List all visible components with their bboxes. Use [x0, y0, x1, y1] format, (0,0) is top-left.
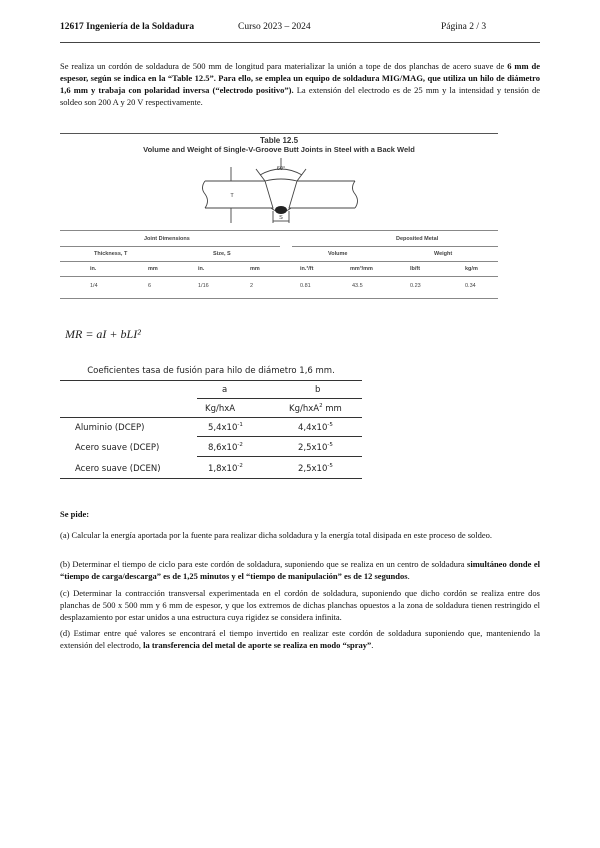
intro-text-2: 6 mm de espesor, según se indica en la “Table 12.5”. Para ello, se emplea un equipo de soldadura MIG/MAG, que utiliza un hilo de diámetro 1,6 mm y trabaja con polaridad inversa (“electrodo positivo”).: [60, 61, 540, 95]
coef-row-label: Acero suave (DCEP): [75, 443, 160, 453]
coef-rule-1: [60, 380, 362, 381]
coef-rule-bottom: [60, 478, 362, 479]
tasks-title: Se pide:: [60, 509, 90, 519]
coef-unit-a: Kg/hxA: [205, 404, 236, 414]
unit-t-mm: mm: [148, 266, 158, 272]
col-volume: Volume: [328, 251, 348, 257]
gap-label: S: [279, 215, 283, 221]
thickness-label: T: [230, 193, 234, 199]
coef-rule-4: [197, 436, 362, 437]
coef-row-b: $4,4x10^{-5}$: [298, 422, 333, 433]
figure-rule-metal: [292, 246, 498, 247]
task-c: (c) Determinar la contracción transversal experimentada en el cordón de soldadura, suponiendo que dicho cordón se realiza entre dos planchas de 500 x 500 mm y 6 mm de espesor, y que los extremos de dichas planchas opuestos a la zona de soldadura tienen restringido el desplazamiento por estar unidos a una estructura cuya rigidez se considera infinita.: [60, 588, 540, 622]
row-t-mm: 6: [148, 283, 152, 289]
unit-vol-mm: mm³/mm: [350, 266, 373, 272]
unit-s-mm: mm: [250, 266, 260, 272]
angle-label: 60°: [276, 166, 286, 172]
figure-bottom-rule: [60, 298, 498, 299]
coef-row-a: $5,4x10^{-1}$: [208, 422, 243, 433]
col-size: Size, S: [213, 251, 231, 257]
row-t-in: 1/4: [90, 283, 98, 289]
group-joint-dimensions: Joint Dimensions: [144, 236, 190, 242]
row-s-in: 1/16: [198, 283, 209, 289]
coef-row-label: Acero suave (DCEN): [75, 464, 161, 474]
intro-paragraph: [60, 60, 540, 108]
coef-rule-3: [60, 417, 362, 418]
coef-rule-2: [197, 398, 362, 399]
row-wt-lb: 0.23: [410, 283, 421, 289]
page-header: [60, 22, 540, 36]
unit-s-in: in.: [198, 266, 205, 272]
header-divider: [60, 42, 540, 43]
col-thickness: Thickness, T: [94, 251, 128, 257]
row-vol-mm: 43.5: [352, 283, 363, 289]
coef-row-a: $1,8x10^{-2}$: [208, 463, 243, 474]
row-vol-in: 0.81: [300, 283, 311, 289]
col-weight: Weight: [434, 251, 453, 257]
coef-unit-b: Kg/hxA$^2$ mm: [289, 403, 342, 414]
course-title: 12617 Ingeniería de la Soldadura: [60, 22, 195, 32]
intro-text-1: Se realiza un cordón de soldadura de 500 mm de longitud para materializar la unión a tope de dos planchas de acero suave de: [60, 61, 508, 71]
unit-vol-in: in.³/ft: [300, 266, 314, 272]
root-bead: [275, 206, 287, 214]
task-a: (a) Calcular la energía aportada por la fuente para realizar dicha soldadura y la energía total disipada en este proceso de soldeo.: [60, 530, 493, 540]
row-s-mm: 2: [250, 283, 254, 289]
unit-wt-lb: lb/ft: [410, 266, 421, 272]
melting-rate-formula: MR = aI + bLI²: [65, 327, 141, 341]
page-number: Página 2 / 3: [441, 22, 487, 32]
figure-title: Table 12.5: [259, 136, 299, 145]
coef-col-b: b: [315, 385, 321, 395]
figure-rule-1: [60, 230, 498, 231]
coef-rule-5: [197, 456, 362, 457]
group-deposited-metal: Deposited Metal: [396, 236, 439, 242]
figure-rule-3: [60, 276, 498, 277]
coef-row-b: $2,5x10^{-5}$: [298, 442, 333, 453]
coef-row-a: $8,6x10^{-2}$: [208, 442, 243, 453]
figure-rule-joint: [60, 246, 280, 247]
course-year: Curso 2023 – 2024: [238, 22, 311, 32]
intro-text-3: La extensión del electrodo es de 25 mm y la intensidad y tensión de soldeo son 200 A y 20 V respectivamente.: [60, 85, 540, 107]
figure-subtitle: Volume and Weight of Single-V-Groove Butt Joints in Steel with a Back Weld: [143, 145, 415, 154]
table-12-5-figure: [60, 133, 498, 301]
figure-rule-2: [60, 261, 498, 262]
unit-t-in: in.: [90, 266, 97, 272]
row-wt-kg: 0.34: [465, 283, 476, 289]
coef-col-a: a: [222, 385, 228, 395]
unit-wt-kg: kg/m: [465, 266, 478, 272]
coef-table-title: Coeficientes tasa de fusión para hilo de diámetro 1,6 mm.: [87, 366, 335, 376]
coef-row-label: Aluminio (DCEP): [75, 423, 145, 433]
coef-row-b: $2,5x10^{-5}$: [298, 463, 333, 474]
task-d: (d) Estimar entre qué valores se encontrará el tiempo invertido en realizar este cordón de soldadura suponiendo que, manteniendo la extensión del electrodo, la transferencia del metal de aporte se realiza en modo “spray”.: [60, 628, 540, 650]
task-b: (b) Determinar el tiempo de ciclo para este cordón de soldadura, suponiendo que se realiza en un centro de soldadura simultáneo donde el “tiempo de carga/descarga” es de 1,25 minutos y el “tiempo de manipulación” es de 12 segundos.: [60, 559, 540, 581]
